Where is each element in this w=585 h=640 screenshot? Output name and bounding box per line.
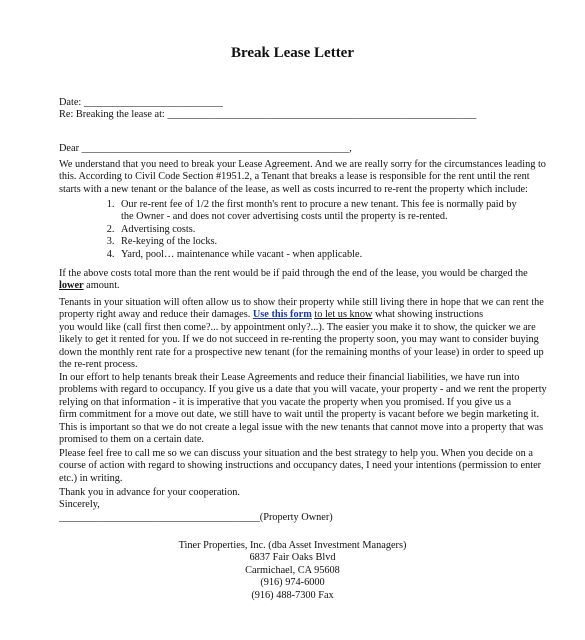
thanks-line: Thank you in advance for your cooperation. (59, 487, 240, 498)
list-item: 1. Our re-rent fee of 1/2 the first month's rent to procure a new tenant. This fee is normally paid by the Owner - and does not cover advertising costs until the property is re-rented. (117, 199, 539, 224)
paragraph-showing: Tenants in your situation will often allow us to show their property while still living there in hope that we can rent the property right away and reduce their damages. Use this form to let us know what showing instructions you would like (call first then come?... by appointment only?...). The easier you make it to show, the quicker we are likely to get it rented for you. If we do not succeed in re-renting the property soon, you may want to consider buying down the monthly rent rate for a prospective new tenant (for the remaining months of your lease) in order to speed up the re-rent process. (59, 297, 544, 371)
paragraph-line: this. According to Civil Code Section #1951.2, a Tenant that breaks a lease is responsible for the rent until the rent (59, 171, 530, 183)
list-item: 2. Advertising costs. (117, 224, 539, 236)
paragraph-line: We understand that you need to break your Lease Agreement. And we are really sorry for the circumstances leading to (59, 159, 546, 170)
company-name: Tiner Properties, Inc. (dba Asset Investment Managers) (178, 540, 407, 551)
fax-number: (916) 488-7300 Fax (251, 589, 334, 601)
closing-block (59, 487, 539, 524)
date-line: Date: ___________________________ (59, 97, 223, 108)
page-title: Break Lease Letter (230, 45, 355, 61)
sincerely-line: Sincerely, (59, 499, 100, 511)
salutation: Dear ____________________________________________________, (59, 143, 352, 154)
phone-number: (916) 974-6000 (260, 577, 325, 589)
let-us-know-text: to let us know (314, 309, 373, 321)
paragraph-intro (59, 159, 546, 196)
list-item: 4. Yard, pool… maintenance while vacant - when applicable. (117, 249, 539, 261)
street-address: 6837 Fair Oaks Blvd (249, 552, 336, 564)
paragraph-contact: Please feel free to call me so we can discuss your situation and the best strategy to help you. When you decide on a course of action with regard to showing instructions and occupancy dates, I need your intentions (permission to enter etc.) in writing. (59, 448, 542, 484)
paragraph-line: starts with a new tenant or the balance of the lease, as well as costs incurred to re-rent the property which include: (59, 183, 528, 195)
paragraph-lower-amount: If the above costs total more than the rent would be if paid through the end of the lease, you would be charged the lower amount. (59, 268, 528, 292)
city-state-zip: Carmichael, CA 95608 (245, 564, 340, 576)
signature-line: _______________________________________(Property Owner) (59, 511, 333, 523)
header-fields (59, 97, 539, 122)
costs-list (59, 199, 539, 261)
list-item: 3. Re-keying of the locks. (117, 236, 539, 248)
paragraph-occupancy: In our effort to help tenants break their Lease Agreements and reduce their financial liabilities, we have run into problems with regard to occupancy. If you give us a date that you will vacate, your property - and we rent the property relying on that information - it is imperative that you vacate the property when you promised. If you give us a firm commitment for a move out date, we still have to wait until the property is vacant before we begin marketing it. This is important so that we do not create a legal issue with the new tenants that cannot move into a property that was promised to them on a certain date. (59, 372, 547, 446)
lower-emphasis: lower (59, 280, 84, 292)
re-line: Re: Breaking the lease at: ____________________________________________________________ (59, 109, 477, 121)
use-this-form-link[interactable]: Use this form (252, 309, 312, 321)
company-address (0, 540, 585, 602)
